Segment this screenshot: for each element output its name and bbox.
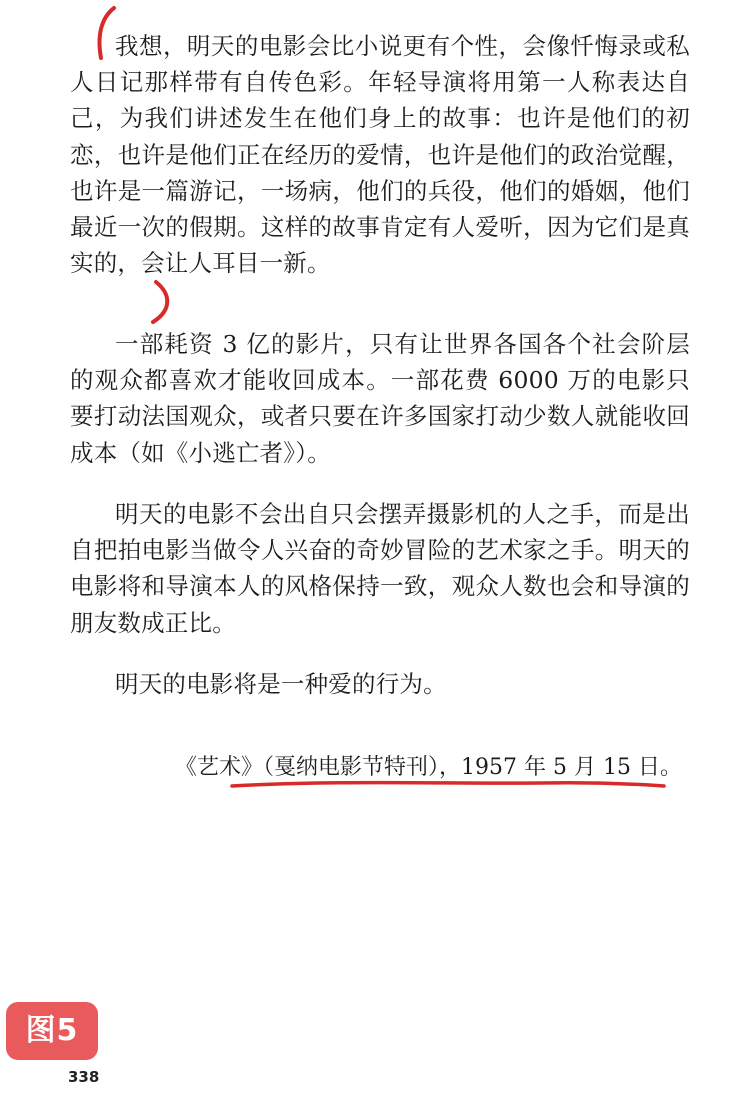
paragraph: 一部耗资 3 亿的影片，只有让世界各国各个社会阶层的观众都喜欢才能收回成本。一部花费 6000 万的电影只要打动法国观众，或者只要在许多国家打动少数人就能收回成本（如《小逃亡者》）。 — [70, 330, 690, 467]
paragraph-highlighted: 我想，明天的电影会比小说更有个性，会像忏悔录或私人日记那样带有自传色彩。年轻导演将用第一人称表达自己，为我们讲述发生在他们身上的故事：也许是他们的初恋，也许是他们正在经历的爱情，也许是他们的政治觉醒，也许是一篇游记，一场病，他们的兵役，他们的婚姻，他们最近一次的假期。这样的故事肯定有人爱听，因为它们是真实的，会让人耳目一新。 — [70, 32, 690, 278]
close-bracket-mark — [153, 282, 167, 322]
page-number: 338 — [68, 1068, 100, 1086]
paragraph: 明天的电影不会出自只会摆弄摄影机的人之手，而是出自把拍电影当做令人兴奋的奇妙冒险的艺术家之手。明天的电影将和导演本人的风格保持一致，观众人数也会和导演的朋友数成正比。 — [70, 500, 690, 637]
paragraph: 明天的电影将是一种爱的行为。 — [115, 670, 447, 698]
source-citation: 《艺术》（戛纳电影节特刊），1957 年 5 月 15 日。 — [175, 755, 682, 780]
figure-badge: 图5 — [6, 1002, 98, 1060]
